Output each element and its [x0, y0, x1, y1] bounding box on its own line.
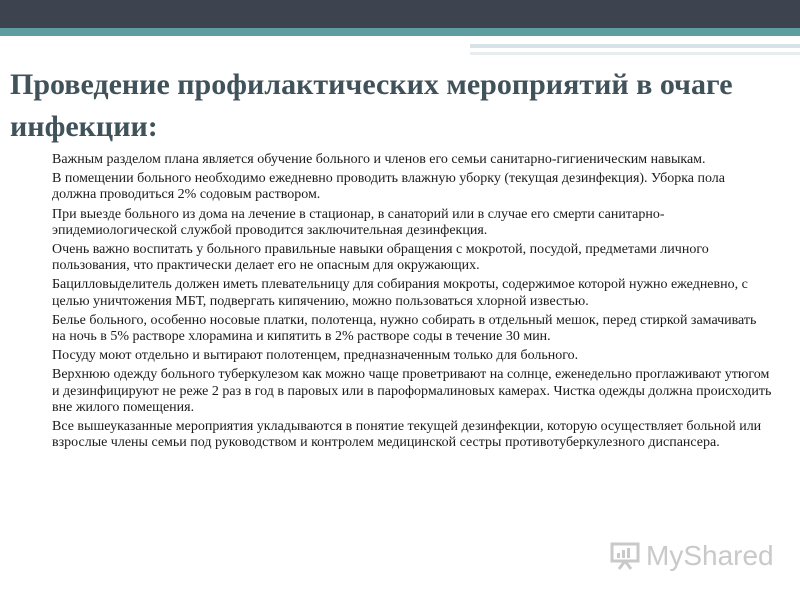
- paragraph: Все вышеуказанные мероприятия укладываются в понятие текущей дезинфекции, которую осуществляет больной или взрослые члены семьи под руководством и контролем медицинской сестры противотуберкулезного диспансера.: [52, 419, 762, 451]
- watermark-logo: [610, 538, 774, 574]
- paragraph: В помещении больного необходимо ежедневно проводить влажную уборку (текущая дезинфекция). Уборка пола должна проводиться 2% содовым раствором.: [52, 171, 726, 203]
- paragraph: Бацилловыделитель должен иметь плевательницу для собирания мокроты, содержимое которой нужно ежедневно, с целью уничтожения МБТ, подвергать кипячению, можно пользоваться хлорной известью.: [52, 277, 748, 309]
- header-decor-line-secondary: [470, 52, 800, 55]
- slide-title: Проведение профилактических мероприятий в очаге инфекции:: [10, 68, 733, 143]
- paragraph: Важным разделом плана является обучение больного и членов его семьи санитарно-гигиеническим навыкам.: [52, 152, 706, 167]
- paragraph: Посуду моют отдельно и вытирают полотенцем, предназначенным только для больного.: [52, 348, 579, 364]
- paragraph: Верхнюю одежду больного туберкулезом как можно чаще проветривают на солнце, еженедельно проглаживают утюгом и дезинфицируют не реже 2 раз в год в паровых или в пароформалиновых камерах. Чистка одежды должна происходить вне жилого помещения.: [52, 367, 772, 415]
- paragraph: При выезде больного из дома на лечение в стационар, в санаторий или в случае его смерти санитарно-эпидемиологической службой проводится заключительная дезинфекция.: [52, 206, 665, 238]
- header-accent-stripe: [0, 28, 800, 36]
- paragraph: Белье больного, особенно носовые платки, полотенца, нужно собирать в отдельный мешок, перед стиркой замачивать на ночь в 5% растворе хлорамина и кипятить в 2% растворе соды в течение 30 мин.: [52, 312, 757, 345]
- watermark-text: MyShared: [646, 540, 774, 571]
- slide-body: [52, 152, 772, 454]
- presentation-board-icon: [610, 541, 640, 571]
- paragraph: Очень важно воспитать у больного правильные навыки обращения с мокротой, посудой, предметами личного пользования, что практически делает его не опасным для окружающих.: [52, 242, 709, 274]
- header-decor-line: [470, 44, 800, 48]
- header-bar: [0, 0, 800, 28]
